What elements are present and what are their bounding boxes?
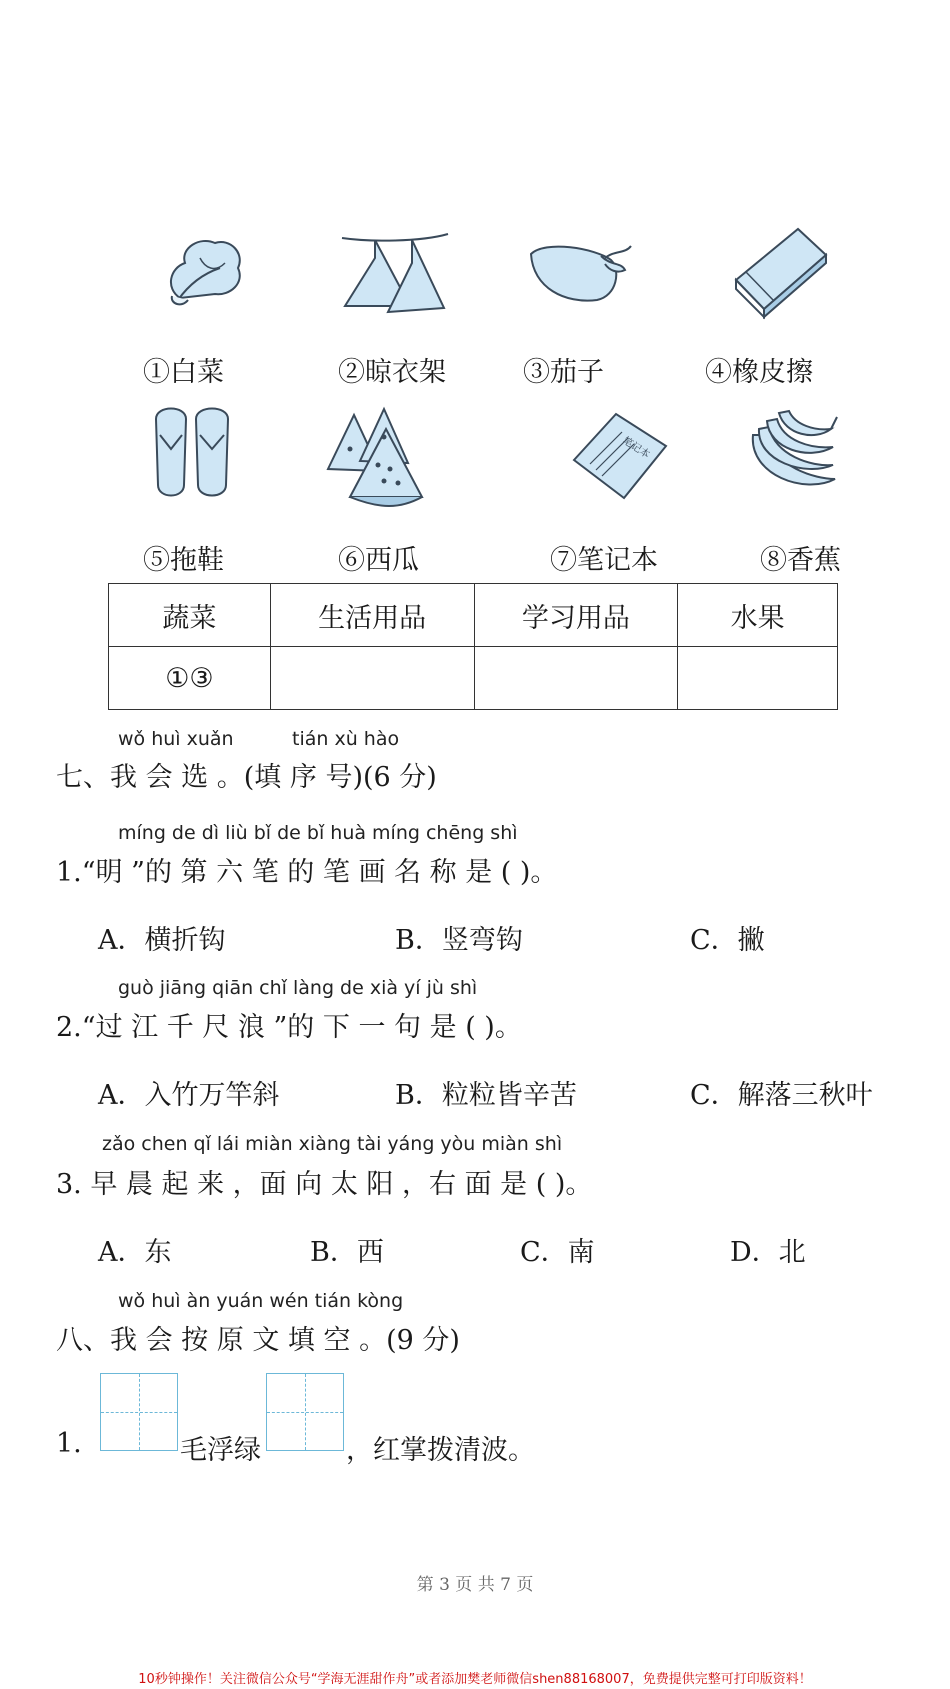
watermelon-icon [320,405,430,507]
eraser-icon [732,225,832,320]
section7-pinyin-a: wǒ huì xuǎn [118,728,234,750]
item-label-2: ②晾衣架 [338,357,446,388]
section8-pinyin: wǒ huì àn yuán wén tián kòng [118,1290,404,1312]
item-label-4: ④橡皮擦 [705,357,813,388]
q2-option-a: A．入竹万竿斜 [98,1080,280,1111]
writing-grid-box-1[interactable] [100,1373,178,1451]
item-label-7: ⑦笔记本 [550,545,658,576]
q3-option-d: D．北 [730,1237,806,1268]
item-label-3: ③茄子 [523,357,604,388]
s8-q1-end: ，红掌拨清波。 [346,1435,535,1466]
q1-text: 1.“明 ”的 第 六 笔 的 笔 画 名 称 是 ( )。 [56,857,558,888]
q1-option-c: C．撇 [690,925,765,956]
q3-text: 3. 早 晨 起 来 ，面 向 太 阳 ，右 面 是 ( )。 [56,1169,593,1200]
q3-option-a: A．东 [98,1237,172,1268]
banana-icon [745,405,840,500]
clothes-hanger-icon [340,228,450,318]
item-label-6: ⑥西瓜 [338,545,419,576]
q2-text: 2.“过 江 千 尺 浪 ”的 下 一 句 是 ( )。 [56,1012,522,1043]
s8-q1-number: 1. [56,1428,82,1459]
section7-title: 七、我 会 选 。(填 序 号)(6 分) [56,762,437,793]
notebook-icon [570,410,670,502]
item-label-8: ⑧香蕉 [760,545,841,576]
q1-option-a: A．横折钩 [98,925,226,956]
promo-banner: 10秒钟操作！关注微信公众号“学海无涯甜作舟”或者添加樊老师微信shen88168007，免费提供完整可打印版资料！ [138,1672,812,1687]
item-label-5: ⑤拖鞋 [143,545,224,576]
table-cell [270,647,474,710]
q2-option-c: C．解落三秋叶 [690,1080,873,1111]
table-header-cell: 水果 [678,584,838,647]
table-cell: ①③ [109,647,271,710]
q1-pinyin: míng de dì liù bǐ de bǐ huà míng chēng shì [118,822,518,844]
classification-table [108,583,838,710]
q3-option-b: B．西 [310,1237,384,1268]
q2-pinyin: guò jiāng qiān chǐ làng de xià yí jù shì [118,977,478,999]
eggplant-icon [525,240,635,308]
q2-option-b: B．粒粒皆辛苦 [395,1080,577,1111]
table-header-row [109,584,838,647]
table-cell [678,647,838,710]
table-cell [474,647,678,710]
section7-pinyin-b: tián xù hào [292,728,400,750]
q3-option-c: C．南 [520,1237,595,1268]
item-label-1: ①白菜 [143,357,224,388]
slippers-icon [150,405,235,501]
table-header-cell: 蔬菜 [109,584,271,647]
notebook-cover-text: 笔记本 [620,435,652,461]
q3-pinyin: zǎo chen qǐ lái miàn xiàng tài yáng yòu miàn shì [102,1133,563,1155]
bok-choy-icon [160,228,250,310]
q1-option-b: B．竖弯钩 [395,925,523,956]
section8-title: 八、我 会 按 原 文 填 空 。(9 分) [56,1325,460,1356]
table-header-cell: 生活用品 [270,584,474,647]
page-number: 第 3 页 共 7 页 [416,1575,534,1595]
writing-grid-box-2[interactable] [266,1373,344,1451]
s8-q1-mid: 毛浮绿 [180,1435,261,1466]
table-row [109,647,838,710]
table-header-cell: 学习用品 [474,584,678,647]
